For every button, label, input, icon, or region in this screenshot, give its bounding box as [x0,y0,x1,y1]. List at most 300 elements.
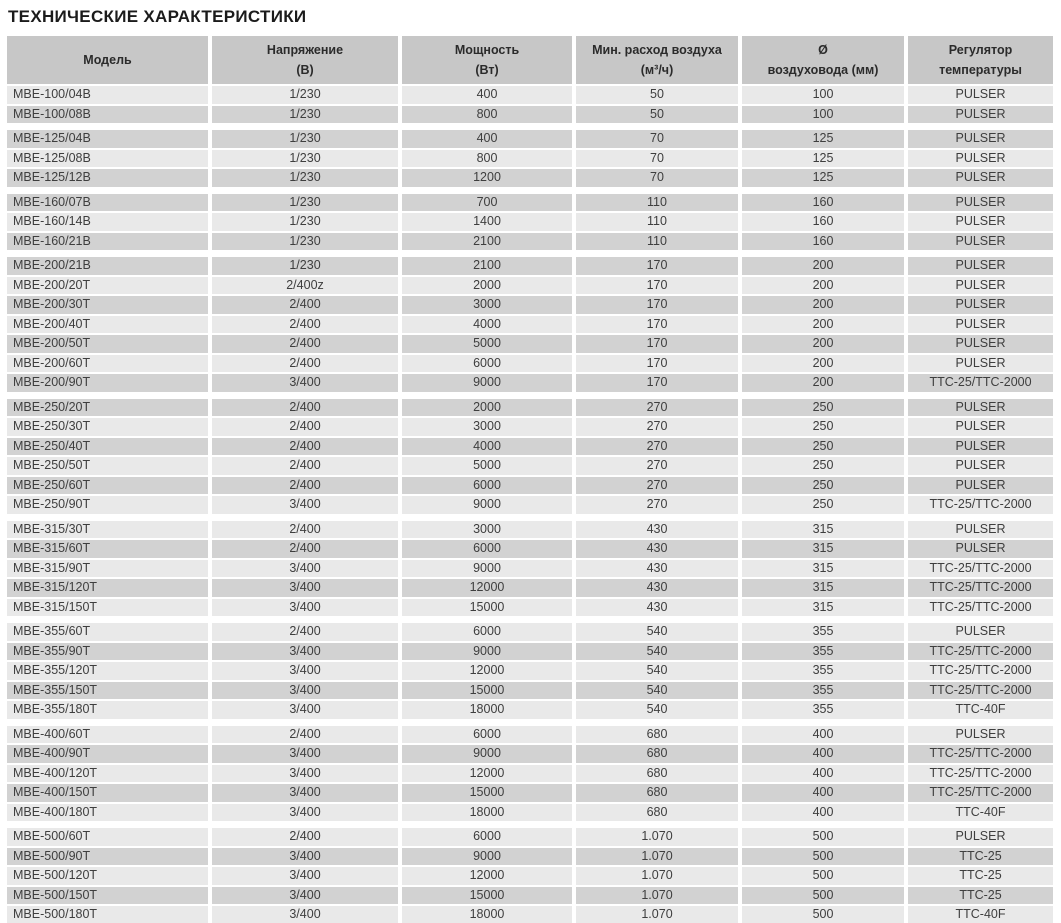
airflow-cell: 680 [576,745,738,763]
power-cell: 2100 [402,257,572,275]
diameter-cell: 500 [742,867,904,885]
column-header-label: Ø [818,43,828,57]
table-row [7,194,1053,212]
airflow-cell: 270 [576,477,738,495]
model-group-MBE-400 [7,726,1053,822]
diameter-cell: 400 [742,765,904,783]
regulator-cell: PULSER [908,457,1053,475]
model-cell: MBE-500/120T [7,867,208,885]
model-cell: MBE-400/60T [7,726,208,744]
voltage-cell: 3/400 [212,374,398,392]
voltage-cell: 3/400 [212,643,398,661]
diameter-cell: 250 [742,438,904,456]
table-row [7,457,1053,475]
power-cell: 12000 [402,662,572,680]
diameter-cell: 160 [742,194,904,212]
diameter-cell: 355 [742,682,904,700]
regulator-cell: TTC-25 [908,848,1053,866]
regulator-cell: TTC-25/TTC-2000 [908,579,1053,597]
table-row [7,335,1053,353]
airflow-cell: 110 [576,194,738,212]
power-cell: 9000 [402,560,572,578]
voltage-cell: 3/400 [212,682,398,700]
table-row [7,579,1053,597]
diameter-cell: 500 [742,887,904,905]
power-cell: 9000 [402,848,572,866]
model-cell: MBE-100/04B [7,86,208,104]
power-cell: 15000 [402,682,572,700]
diameter-cell: 200 [742,277,904,295]
voltage-cell: 2/400 [212,623,398,641]
airflow-cell: 110 [576,233,738,251]
voltage-cell: 3/400 [212,579,398,597]
model-cell: MBE-315/60T [7,540,208,558]
column-header-unit: (В) [296,63,314,77]
model-group-MBE-200 [7,257,1053,392]
diameter-cell: 500 [742,848,904,866]
voltage-cell: 1/230 [212,150,398,168]
diameter-cell: 200 [742,257,904,275]
power-cell: 2000 [402,399,572,417]
voltage-cell: 3/400 [212,701,398,719]
voltage-cell: 1/230 [212,257,398,275]
table-row [7,848,1053,866]
airflow-cell: 680 [576,765,738,783]
power-cell: 15000 [402,784,572,802]
regulator-cell: PULSER [908,623,1053,641]
voltage-cell: 3/400 [212,599,398,617]
airflow-cell: 270 [576,418,738,436]
diameter-cell: 250 [742,477,904,495]
diameter-cell: 160 [742,213,904,231]
airflow-cell: 430 [576,599,738,617]
model-cell: MBE-200/30T [7,296,208,314]
airflow-cell: 430 [576,521,738,539]
model-cell: MBE-160/07B [7,194,208,212]
voltage-cell: 2/400 [212,457,398,475]
regulator-cell: TTC-40F [908,701,1053,719]
voltage-cell: 3/400 [212,804,398,822]
regulator-cell: PULSER [908,277,1053,295]
table-row [7,374,1053,392]
voltage-cell: 2/400 [212,316,398,334]
diameter-cell: 400 [742,804,904,822]
diameter-cell: 250 [742,457,904,475]
model-cell: MBE-250/60T [7,477,208,495]
model-cell: MBE-400/150T [7,784,208,802]
table-row [7,906,1053,923]
diameter-cell: 355 [742,623,904,641]
regulator-cell: PULSER [908,150,1053,168]
regulator-cell: TTC-25/TTC-2000 [908,682,1053,700]
power-cell: 3000 [402,521,572,539]
table-row [7,150,1053,168]
diameter-cell: 315 [742,599,904,617]
power-cell: 6000 [402,540,572,558]
diameter-cell: 355 [742,662,904,680]
model-cell: MBE-200/90T [7,374,208,392]
model-cell: MBE-500/60T [7,828,208,846]
table-row [7,521,1053,539]
regulator-cell: PULSER [908,169,1053,187]
diameter-cell: 200 [742,316,904,334]
model-cell: MBE-200/21B [7,257,208,275]
airflow-cell: 540 [576,643,738,661]
table-row [7,418,1053,436]
regulator-cell: TTC-25/TTC-2000 [908,662,1053,680]
regulator-cell: TTC-25/TTC-2000 [908,496,1053,514]
table-row [7,623,1053,641]
voltage-cell: 2/400 [212,828,398,846]
model-cell: MBE-315/150T [7,599,208,617]
power-cell: 6000 [402,726,572,744]
table-row [7,887,1053,905]
airflow-cell: 170 [576,374,738,392]
regulator-cell: PULSER [908,233,1053,251]
power-cell: 4000 [402,316,572,334]
airflow-cell: 1.070 [576,867,738,885]
airflow-cell: 270 [576,496,738,514]
table-row [7,399,1053,417]
airflow-cell: 50 [576,86,738,104]
airflow-cell: 110 [576,213,738,231]
model-cell: MBE-355/60T [7,623,208,641]
model-cell: MBE-355/150T [7,682,208,700]
model-cell: MBE-250/20T [7,399,208,417]
airflow-cell: 50 [576,106,738,124]
table-row [7,277,1053,295]
model-cell: MBE-315/30T [7,521,208,539]
column-header-unit: воздуховода (мм) [767,63,879,77]
power-cell: 400 [402,130,572,148]
model-cell: MBE-400/180T [7,804,208,822]
airflow-cell: 170 [576,355,738,373]
model-cell: MBE-200/60T [7,355,208,373]
regulator-cell: TTC-40F [908,906,1053,923]
table-row [7,438,1053,456]
power-cell: 5000 [402,457,572,475]
model-cell: MBE-500/180T [7,906,208,923]
column-header-voltage [212,36,398,84]
voltage-cell: 3/400 [212,848,398,866]
airflow-cell: 170 [576,277,738,295]
table-row [7,701,1053,719]
model-cell: MBE-250/90T [7,496,208,514]
regulator-cell: PULSER [908,477,1053,495]
model-cell: MBE-160/14B [7,213,208,231]
power-cell: 6000 [402,828,572,846]
voltage-cell: 2/400 [212,355,398,373]
model-group-MBE-100 [7,86,1053,123]
diameter-cell: 500 [742,906,904,923]
voltage-cell: 2/400 [212,521,398,539]
table-row [7,765,1053,783]
column-header-unit: (м³/ч) [640,63,674,77]
power-cell: 700 [402,194,572,212]
table-row [7,130,1053,148]
voltage-cell: 2/400 [212,418,398,436]
power-cell: 800 [402,150,572,168]
model-cell: MBE-400/90T [7,745,208,763]
diameter-cell: 355 [742,701,904,719]
voltage-cell: 1/230 [212,169,398,187]
diameter-cell: 400 [742,745,904,763]
voltage-cell: 2/400 [212,399,398,417]
regulator-cell: PULSER [908,86,1053,104]
table-row [7,745,1053,763]
column-header-label: Регулятор [948,43,1013,57]
diameter-cell: 250 [742,496,904,514]
voltage-cell: 2/400 [212,335,398,353]
model-cell: MBE-355/90T [7,643,208,661]
model-cell: MBE-125/12B [7,169,208,187]
power-cell: 1200 [402,169,572,187]
table-row [7,355,1053,373]
airflow-cell: 270 [576,457,738,475]
power-cell: 15000 [402,887,572,905]
diameter-cell: 250 [742,418,904,436]
model-cell: MBE-315/120T [7,579,208,597]
voltage-cell: 3/400 [212,887,398,905]
regulator-cell: PULSER [908,828,1053,846]
airflow-cell: 1.070 [576,887,738,905]
table-row [7,496,1053,514]
voltage-cell: 2/400z [212,277,398,295]
diameter-cell: 125 [742,150,904,168]
airflow-cell: 540 [576,682,738,700]
voltage-cell: 3/400 [212,906,398,923]
table-row [7,233,1053,251]
diameter-cell: 200 [742,296,904,314]
column-header-unit: температуры [939,63,1022,77]
power-cell: 1400 [402,213,572,231]
regulator-cell: TTC-25/TTC-2000 [908,643,1053,661]
model-cell: MBE-250/50T [7,457,208,475]
column-header-label: Напряжение [266,43,344,57]
power-cell: 18000 [402,804,572,822]
regulator-cell: TTC-25/TTC-2000 [908,599,1053,617]
table-row [7,643,1053,661]
table-body [7,86,1053,923]
power-cell: 6000 [402,477,572,495]
power-cell: 3000 [402,296,572,314]
diameter-cell: 315 [742,540,904,558]
voltage-cell: 2/400 [212,296,398,314]
airflow-cell: 680 [576,726,738,744]
voltage-cell: 3/400 [212,560,398,578]
diameter-cell: 250 [742,399,904,417]
regulator-cell: PULSER [908,355,1053,373]
airflow-cell: 430 [576,579,738,597]
diameter-cell: 315 [742,521,904,539]
airflow-cell: 170 [576,296,738,314]
power-cell: 400 [402,86,572,104]
column-header-label: Модель [83,53,132,67]
airflow-cell: 270 [576,399,738,417]
table-row [7,662,1053,680]
regulator-cell: TTC-25/TTC-2000 [908,784,1053,802]
power-cell: 12000 [402,765,572,783]
model-group-MBE-500 [7,828,1053,923]
table-row [7,540,1053,558]
model-cell: MBE-250/40T [7,438,208,456]
voltage-cell: 1/230 [212,106,398,124]
voltage-cell: 3/400 [212,496,398,514]
airflow-cell: 70 [576,150,738,168]
table-row [7,726,1053,744]
regulator-cell: PULSER [908,106,1053,124]
diameter-cell: 100 [742,106,904,124]
regulator-cell: TTC-25/TTC-2000 [908,745,1053,763]
power-cell: 3000 [402,418,572,436]
regulator-cell: PULSER [908,540,1053,558]
airflow-cell: 540 [576,662,738,680]
table-header-row [7,36,1053,84]
voltage-cell: 1/230 [212,233,398,251]
airflow-cell: 430 [576,540,738,558]
airflow-cell: 70 [576,169,738,187]
model-cell: MBE-125/04B [7,130,208,148]
airflow-cell: 70 [576,130,738,148]
power-cell: 9000 [402,496,572,514]
regulator-cell: PULSER [908,335,1053,353]
table-row [7,477,1053,495]
airflow-cell: 1.070 [576,906,738,923]
page-title: ТЕХНИЧЕСКИЕ ХАРАКТЕРИСТИКИ [8,7,307,26]
power-cell: 800 [402,106,572,124]
diameter-cell: 200 [742,335,904,353]
power-cell: 12000 [402,867,572,885]
diameter-cell: 200 [742,374,904,392]
voltage-cell: 3/400 [212,662,398,680]
power-cell: 2100 [402,233,572,251]
table-row [7,804,1053,822]
diameter-cell: 100 [742,86,904,104]
regulator-cell: TTC-25 [908,867,1053,885]
power-cell: 2000 [402,277,572,295]
diameter-cell: 400 [742,784,904,802]
table-row [7,599,1053,617]
table-row [7,867,1053,885]
airflow-cell: 430 [576,560,738,578]
voltage-cell: 3/400 [212,745,398,763]
column-header-label: Мощность [454,43,520,57]
model-cell: MBE-500/150T [7,887,208,905]
voltage-cell: 3/400 [212,765,398,783]
regulator-cell: PULSER [908,521,1053,539]
model-cell: MBE-400/120T [7,765,208,783]
regulator-cell: PULSER [908,257,1053,275]
power-cell: 4000 [402,438,572,456]
column-header-power [402,36,572,84]
table-row [7,106,1053,124]
regulator-cell: PULSER [908,194,1053,212]
diameter-cell: 160 [742,233,904,251]
voltage-cell: 1/230 [212,213,398,231]
column-header-airflow [576,36,738,84]
diameter-cell: 400 [742,726,904,744]
regulator-cell: TTC-25/TTC-2000 [908,765,1053,783]
airflow-cell: 540 [576,701,738,719]
model-cell: MBE-100/08B [7,106,208,124]
regulator-cell: PULSER [908,316,1053,334]
airflow-cell: 680 [576,804,738,822]
airflow-cell: 1.070 [576,848,738,866]
model-cell: MBE-355/120T [7,662,208,680]
regulator-cell: TTC-40F [908,804,1053,822]
model-group-MBE-160 [7,194,1053,251]
table-row [7,784,1053,802]
model-cell: MBE-315/90T [7,560,208,578]
regulator-cell: PULSER [908,130,1053,148]
airflow-cell: 170 [576,257,738,275]
model-cell: MBE-200/40T [7,316,208,334]
table-row [7,828,1053,846]
column-header-regulator [908,36,1053,84]
voltage-cell: 3/400 [212,867,398,885]
regulator-cell: TTC-25 [908,887,1053,905]
voltage-cell: 1/230 [212,86,398,104]
model-group-MBE-250 [7,399,1053,514]
regulator-cell: PULSER [908,296,1053,314]
diameter-cell: 315 [742,560,904,578]
voltage-cell: 2/400 [212,726,398,744]
diameter-cell: 125 [742,169,904,187]
power-cell: 9000 [402,643,572,661]
diameter-cell: 355 [742,643,904,661]
table-row [7,316,1053,334]
model-group-MBE-125 [7,130,1053,187]
diameter-cell: 125 [742,130,904,148]
power-cell: 9000 [402,745,572,763]
power-cell: 6000 [402,355,572,373]
power-cell: 18000 [402,701,572,719]
voltage-cell: 2/400 [212,477,398,495]
airflow-cell: 1.070 [576,828,738,846]
table-row [7,560,1053,578]
column-header-diameter [742,36,904,84]
regulator-cell: PULSER [908,438,1053,456]
regulator-cell: PULSER [908,418,1053,436]
power-cell: 6000 [402,623,572,641]
power-cell: 18000 [402,906,572,923]
model-cell: MBE-200/20T [7,277,208,295]
voltage-cell: 2/400 [212,438,398,456]
table-row [7,296,1053,314]
power-cell: 9000 [402,374,572,392]
airflow-cell: 170 [576,335,738,353]
model-group-MBE-355 [7,623,1053,719]
column-header-model [7,36,208,84]
regulator-cell: TTC-25/TTC-2000 [908,560,1053,578]
voltage-cell: 1/230 [212,194,398,212]
table-row [7,213,1053,231]
regulator-cell: PULSER [908,399,1053,417]
table-row [7,86,1053,104]
power-cell: 15000 [402,599,572,617]
spec-table [7,36,1053,923]
model-cell: MBE-160/21B [7,233,208,251]
regulator-cell: TTC-25/TTC-2000 [908,374,1053,392]
diameter-cell: 315 [742,579,904,597]
model-group-MBE-315 [7,521,1053,617]
model-cell: MBE-500/90T [7,848,208,866]
voltage-cell: 3/400 [212,784,398,802]
model-cell: MBE-125/08B [7,150,208,168]
voltage-cell: 2/400 [212,540,398,558]
model-cell: MBE-200/50T [7,335,208,353]
column-header-label: Мин. расход воздуха [592,43,722,57]
